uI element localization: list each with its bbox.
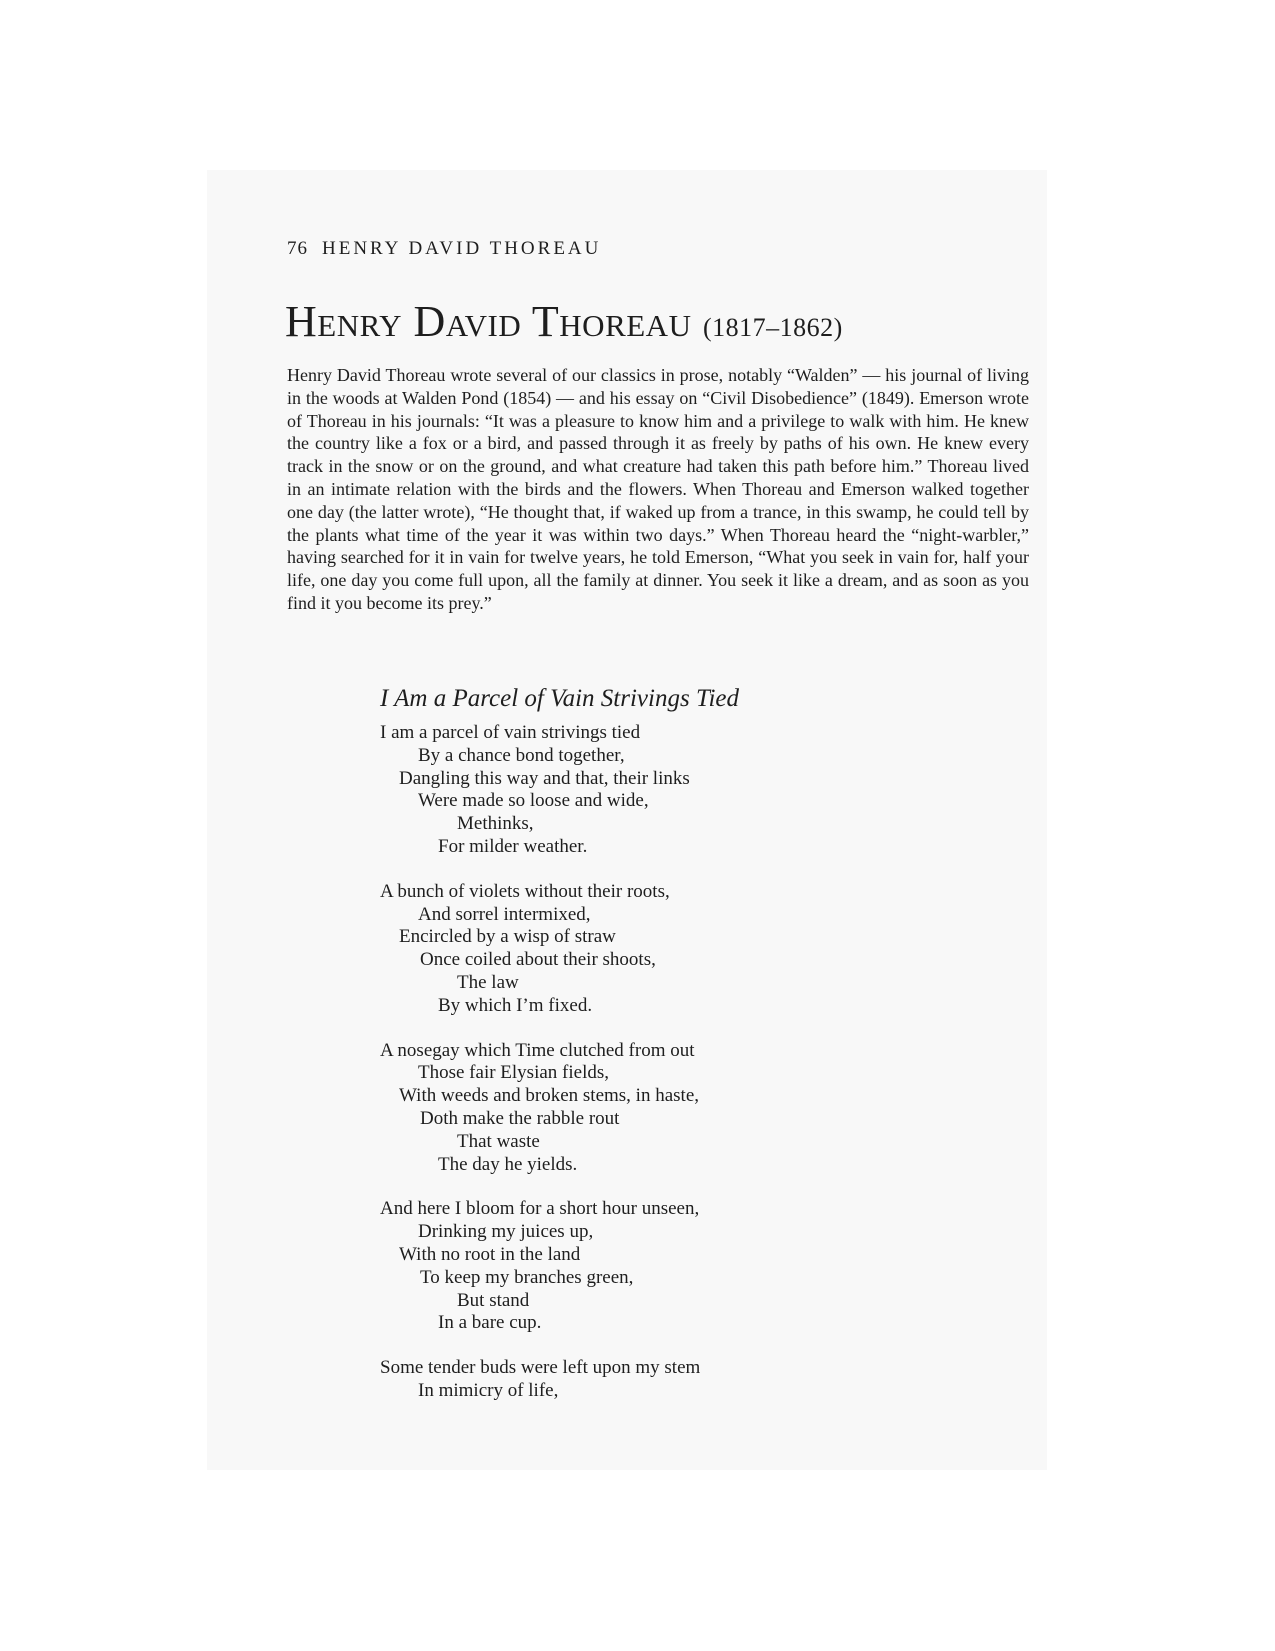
poem-line: Drinking my juices up, [418,1221,594,1243]
poem-title: I Am a Parcel of Vain Strivings Tied [380,685,740,712]
poem-line: Some tender buds were left upon my stem [380,1357,701,1379]
author-dates: (1817–1862) [702,313,843,342]
poem-line: A nosegay which Time clutched from out [380,1039,695,1061]
running-head [287,238,601,260]
poem-line: But stand [457,1289,530,1311]
running-head-title: HENRY DAVID THOREAU [322,238,602,259]
poem-line: With weeds and broken stems, in haste, [399,1085,700,1107]
poem-line: Methinks, [457,813,534,835]
intro-paragraph: Henry David Thoreau wrote several of our classics in prose, notably “Walden” — his journal of living in the woods at Walden Pond (1854) — and his essay on “Civil Disobedience” (1849). Emerson wrote of Thoreau in his journals: “It was a pleasure to know him and a privilege to walk with him. He knew the country like a fox or a bird, and passed through it as freely by paths of his own. He knew every track in the snow or on the ground, and what creature had taken this path before him.” Thoreau lived in an intimate relation with the birds and the flowers. When Thoreau and Emerson walked together one day (the latter wrote), “He thought that, if waked up from a trance, in this swamp, he could tell by the plants what time of the year it was within two days.” When Thoreau heard the “night-warbler,” having searched for it in vain for twelve years, he told Emerson, “What you seek in vain for, half your life, one day you come full upon, all the family at dinner. You seek it like a dream, and as soon as you find it you become its prey.” [287,365,1029,613]
stanza [380,1040,700,1177]
poem-line: Encircled by a wisp of straw [399,926,616,948]
poem-line: With no root in the land [399,1243,581,1265]
poem-body [380,722,700,1425]
poem-line: A bunch of violets without their roots, [380,880,670,902]
chapter-title [285,296,843,354]
stanza [380,1198,700,1335]
poem-line: Doth make the rabble rout [420,1107,620,1129]
poem-line: In mimicry of life, [418,1379,559,1401]
poem-line: Once coiled about their shoots, [420,949,656,971]
page-number: 76 [287,238,308,259]
poem-line: Dangling this way and that, their links [399,767,690,789]
poem-line: To keep my branches green, [420,1266,634,1288]
poem-line: And sorrel intermixed, [418,903,591,925]
poem-line: Were made so loose and wide, [418,790,649,812]
poem-line: Those fair Elysian fields, [418,1062,610,1084]
poem-line: By which I’m fixed. [438,994,593,1016]
poem-line: The law [457,971,519,993]
author-name: Henry David Thoreau [285,297,692,346]
poem-line: I am a parcel of vain strivings tied [380,722,641,743]
stanza [380,722,700,859]
poem-line: That waste [457,1130,540,1152]
poem-line: For milder weather. [438,835,588,857]
poem-line: In a bare cup. [438,1312,542,1334]
poem-line: And here I bloom for a short hour unseen, [380,1198,700,1220]
poem-line: The day he yields. [438,1153,578,1175]
stanza [380,881,700,1018]
poem-line: By a chance bond together, [418,744,625,766]
stanza [380,1357,700,1403]
